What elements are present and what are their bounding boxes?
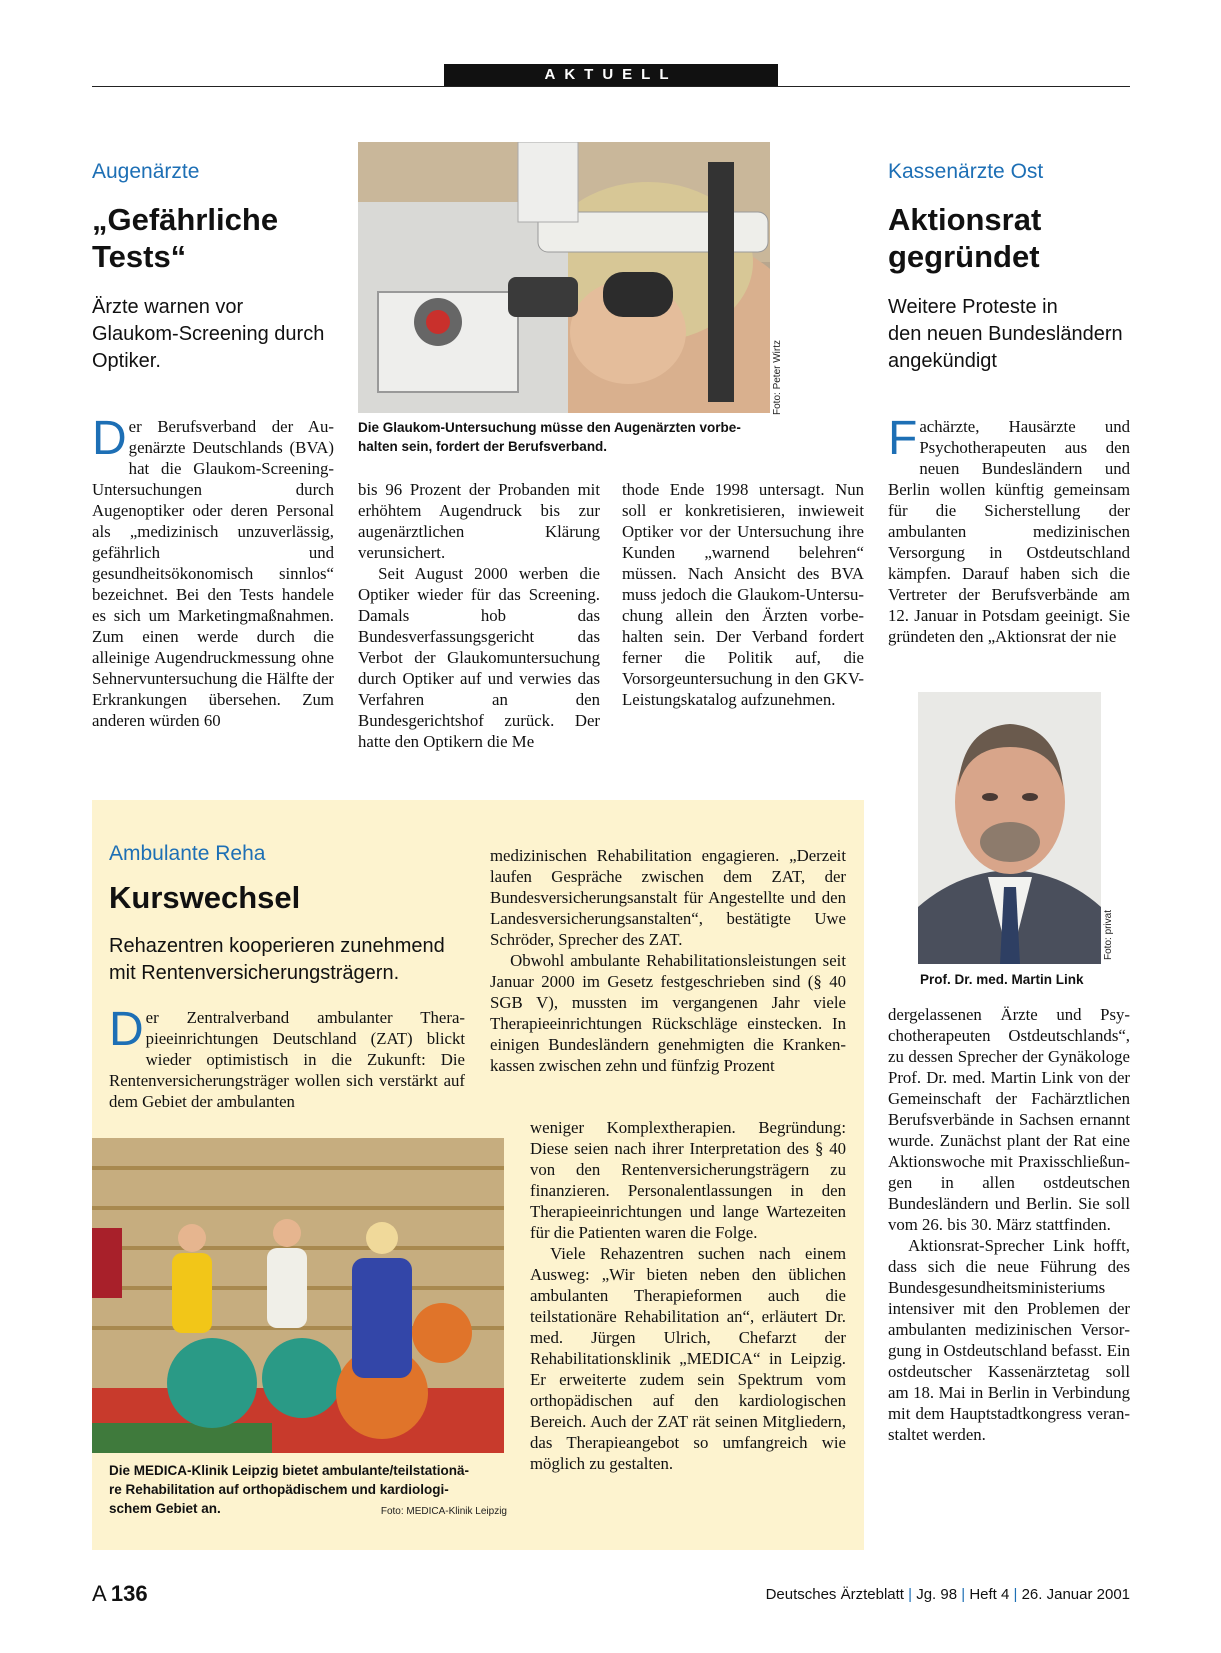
article3-dropcap: D [109,1003,144,1056]
article2-dropcap: F [888,412,918,465]
page-number: A 136 [92,1581,148,1606]
article2-kicker: Kassenärzte Ost [888,160,1044,183]
article1-column-3: thode Ende 1998 untersagt. Nun soll er konkretisieren, inwieweit Optiker vor der Untersuchung ihre Kunden „warnend belehren“ müssen. Nach Ansicht des BVA muss jedoch die Glaukom-Untersuchung allein den Ärzten vorbehalten sein. Der Verband fordert ferner die Politik auf, die Vorsorgeuntersuchung in den GKV-Leistungskatalog aufzunehmen. [622,480,864,709]
article3-column-3: weniger Komplextherapien. Begründung: Diese seien nach ihrer Interpretation des § 40 von den Rentenversicherungsträgern zu finanzieren. Personalentlassungen in den Therapieeinrichtungen und lange Wartezeiten für die Patienten waren die Folge. Viele Rehazentren suchen nach einem Ausweg: „Wir bieten neben den üblichen ambulanten Therapieformen auch die teilstationäre Rehabilitation an“, erläutert Dr. med. Jürgen Ulrich, Chefarzt der Rehabilitationsklinik „MEDICA“ in Leipzig. Er erweiterte zudem sein Spektrum vom orthopädischen auf den kardiologischen Bereich. Auch der ZAT rät seinen Mitgliedern, das Therapieangebot so umfangreich wie möglich zu gestalten. [530,1118,846,1473]
section-label: AKTUELL [444,64,778,86]
article2-column-bottom: dergelassenen Ärzte und Psychotherapeuten Ostdeutschlands“, zu dessen Sprecher der Gynäkologe Prof. Dr. med. Martin Link von der Gemeinschaft der Fachärztlichen Berufsverbände in Sachsen ernannt wurde. Zunächst plant der Rat eine Aktionswoche mit Praxisschließungen in allen ostdeutschen Bundesländern und Berlin. Sie soll vom 26. bis 30. März stattfinden. Aktionsrat-Sprecher Link hofft, dass sich die neue Führung des Bundesgesundheitsministeriums intensiver mit den Problemen der ambulanten medizinischen Versorgung in Ostdeutschland befasst. Ein ostdeutscher Kassenärztetag soll am 18. Mai in Berlin in Verbindung mit dem Hauptstadtkongress veranstaltet werden. [888,1005,1130,1444]
article1-dropcap: D [92,412,127,465]
article2-column-top: Fachärzte, Hausärzte und Psychotherapeuten aus den neuen Bundesländern und Berlin wollen künftig gemeinsam für die Sicherstellung der ambulanten medizinischen Versorgung in Ostdeutschland kämpfen. Darauf haben sich die Vertreter der Berufsverbände am 12. Januar in Potsdam geeinigt. Sie gründeten den „Aktionsrat der nie [888,412,1130,646]
article2-caption: Prof. Dr. med. Martin Link [920,972,1084,987]
journal-info: Deutsches Ärzteblatt | Jg. 98 | Heft 4 | 26. Januar 2001 [765,1586,1130,1603]
article3-column-1: Der Zentralverband ambulanter Therapieeinrichtungen Deutschland (ZAT) blickt wieder optimistisch in die Zukunft: Die Rentenversicherungsträger wollen sich verstärkt auf dem Gebiet der ambulanten [109,1003,465,1111]
article3-subline: Rehazentren kooperieren zunehmend mit Rentenversicherungsträgern. [109,935,445,984]
journal-date: 26. Januar 2001 [1021,1586,1130,1603]
article3-kicker: Ambulante Reha [109,842,266,865]
article2-headline: Aktionsrat gegründet [888,202,1042,274]
article1-caption: Die Glaukom-Untersuchung müsse den Augenärzten vorbe- halten sein, fordert der Berufsverband. [358,420,741,454]
article3-column-2: medizinischen Rehabilitation engagieren. „Derzeit laufen Gespräche zwischen dem ZAT, der Bundesversicherungsanstalt für Angestellte und den Landesversicherungsanstalten“, bestätigte Uwe Schröder, Sprecher des ZAT. Obwohl ambulante Rehabilitationsleistungen seit Januar 2000 im Gesetz festgeschrieben sind (§ 40 SGB V), mussten im vergangenen Jahr viele Therapieeinrichtungen Rückschläge einstecken. In einigen Bundesländern genehmigten die Krankenkassen zwischen zehn und fünfzig Prozent [490,846,846,1075]
article1-column-2: bis 96 Prozent der Probanden mit erhöhtem Augendruck bis zur augenärztlichen Klärung verunsichert. Seit August 2000 werben die Optiker wieder für das Screening. Damals hob das Bundesverfassungsgericht das Verbot der Glaukomuntersuchung durch Optiker auf und verwies das Verfahren an den Bundesgerichtshof zurück. Der hatte den Optikern die Me [358,480,600,751]
eye-exam-photo [358,142,770,413]
journal-name: Deutsches Ärzteblatt [765,1586,904,1603]
journal-issue: Heft 4 [969,1586,1010,1603]
article2-photo-credit: Foto: privat [1103,909,1114,960]
article1-photo-credit: Foto: Peter Wirtz [772,339,783,415]
article1-kicker: Augenärzte [92,160,200,183]
article3-headline: Kurswechsel [109,880,301,915]
portrait-photo [918,692,1101,964]
journal-volume: Jg. 98 [916,1586,958,1603]
article2-subline: Weitere Proteste in den neuen Bundesländern angekündigt [888,296,1123,372]
article3-photo-credit: Foto: MEDICA-Klinik Leipzig [380,1506,507,1517]
reha-photo [92,1138,504,1453]
article1-headline: „Gefährliche Tests“ [92,202,279,274]
article3-caption: Die MEDICA-Klinik Leipzig bietet ambulante/teilstationä- re Rehabilitation auf orthopädischem und kardiologi- schem Gebiet an. Foto: MEDICA-Klinik Leipzig [109,1461,507,1518]
article1-column-1: Der Berufsverband der Augenärzte Deutschlands (BVA) hat die Glaukom-Screening-Untersuchungen durch Augenoptiker oder deren Personal als „medizinisch unzuverlässig, gefährlich und gesundheitsökonomisch sinnlos“ bezeichnet. Bei den Tests handele es sich um Marketingmaßnahmen. Zum einen werde durch die alleinige Augendruckmessung ohne Sehnervuntersuchung die Hälfte der Erkrankungen übersehen. Zum anderen würden 60 [92,412,334,730]
article1-subline: Ärzte warnen vor Glaukom-Screening durch Optiker. [92,296,325,372]
header-rule [92,86,1130,87]
